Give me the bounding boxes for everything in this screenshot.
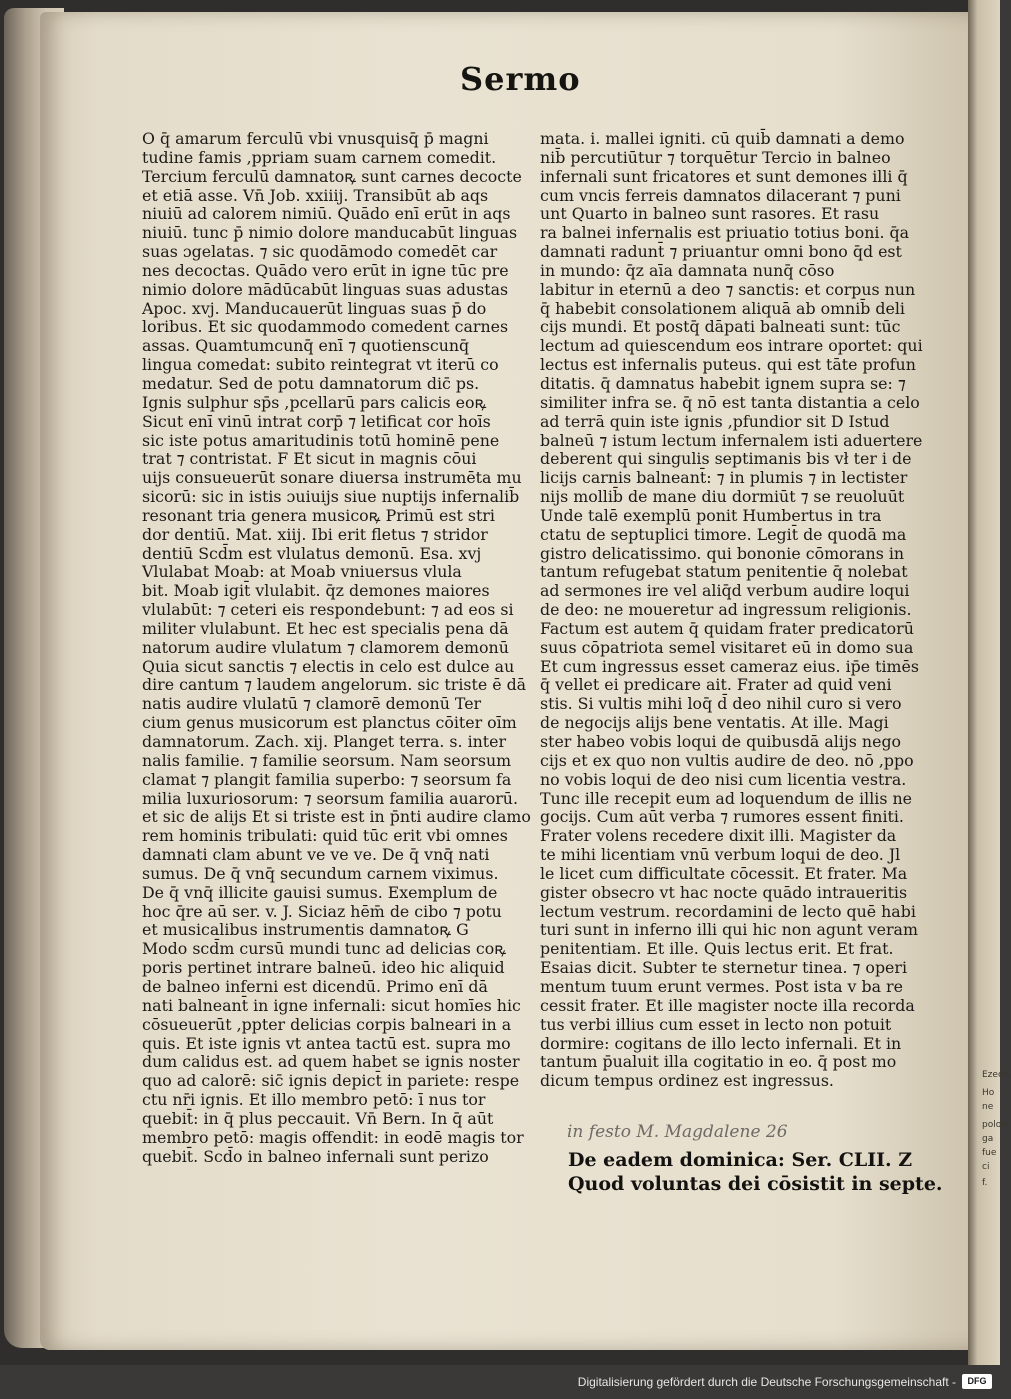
text-line: quo ad calorē: sic̄ ignis depict̄ in pariete: respe xyxy=(142,1071,520,1091)
text-line: Tercium ferculū damnatoꝶ sunt carnes decocte xyxy=(142,166,522,186)
text-line: quebit̄. Scd̄o in balneo infernali sunt perizo xyxy=(142,1146,489,1166)
text-line: suas ɔgelatas. ⁊ sic quodāmodo comedēt car xyxy=(142,242,498,262)
text-line: gister obsecro vt hac nocte quādo intraueritis xyxy=(540,882,908,902)
text-line: Apoc. xvj. Manducauerūt linguas suas p̄ do xyxy=(142,298,487,318)
text-line: Tunc ille recepit eum ad loquendum de illis ne xyxy=(540,788,912,808)
text-line: hoc q̄re aū ser. v. J. Siciaz hēm̄ de cibo ⁊ potu xyxy=(142,901,502,921)
text-line: medatur. Sed de potu damnatorum dic̄ ps. xyxy=(142,373,480,393)
text-line: poris pertinet intrare balneū. ideo hic aliquid xyxy=(142,958,505,978)
text-column-right xyxy=(540,129,923,1091)
text-line: tudine famis ,ppriam suam carnem comedit. xyxy=(142,147,497,167)
text-line: ctatu de septuplici timore. Legit̄ de quodā ma xyxy=(540,524,907,544)
text-line: cum vncis ferreis damnatos dilacerant ⁊ puni xyxy=(540,185,901,205)
text-line: tantum refugebat statum penitentie q̄ nolebat xyxy=(540,562,908,582)
dfg-logo: DFG xyxy=(962,1374,992,1389)
text-line: militer vlulabunt. Et hec est specialis pena dā xyxy=(142,618,509,638)
text-line: niuiū ad calorem nimiū. Quādo enī erūt in aqs xyxy=(142,204,511,224)
text-line: quis. Et iste ignis vt antea tactū est. supra mo xyxy=(142,1033,511,1053)
text-line: et musicalibus instrumentis damnatoꝶ G xyxy=(142,920,469,940)
text-line: Modo scd̄m cursū mundi tunc ad delicias coꝶ xyxy=(142,939,507,959)
text-line: te mihi licentiam vnū verbum loqui de deo. Jl xyxy=(540,845,901,865)
text-line: bit. Moab igit̄ vlulabit. q̄z demones maiores xyxy=(142,581,490,601)
text-line: licijs carnis balneant̄: ⁊ in plumis ⁊ in lectister xyxy=(540,468,908,488)
text-line: ditatis. q̄ damnatus habebit ignem supra se: ⁊ xyxy=(540,373,906,393)
text-line: deberent qui singulis septimanis bis vł ter i de xyxy=(540,449,912,469)
text-line: ad terrā quin iste ignis ,pfundior sit D Istud xyxy=(540,411,890,431)
text-line: lectus est infernalis puteus. qui est tāte profun xyxy=(540,355,916,375)
adjacent-fragment: ga xyxy=(982,1134,994,1144)
viewer-footer xyxy=(0,1365,1000,1399)
text-line: lingua comedat: subito reintegrat vt iterū co xyxy=(142,355,499,375)
text-line: dor dentiū. Mat. xiij. Ibi erit fletus ⁊ stridor xyxy=(142,524,488,544)
text-line: Vlulabat Moab: at Moab vniuersus vlula xyxy=(142,562,462,582)
text-line: penitentiam. Et ille. Quis lectus erit. Et frat. xyxy=(540,939,894,959)
text-line: balneū ⁊ istum lectum infernalem isti aduertere xyxy=(540,430,923,450)
text-line: q̄ vellet ei predicare ait. Frater ad quid veni xyxy=(540,675,892,695)
text-line: dormire: cogitans de illo lecto infernali. Et in xyxy=(540,1033,902,1053)
text-line: natorum audire vlulatum ⁊ clamorem demonū xyxy=(142,637,509,657)
text-line: damnati radunt̄ ⁊ priuantur omni bono q̄d est xyxy=(540,242,902,262)
text-line: assas. Quamtumcunq̄ enī ⁊ quotienscunq̄ xyxy=(142,336,470,356)
adjacent-fragment: Ezech. xyxy=(982,1070,1011,1080)
text-column-left xyxy=(142,129,531,1166)
text-line: infernali sunt fricatores et sunt demones illi q̄ xyxy=(540,166,908,186)
text-line: uijs consueuerūt sonare diuersa instrumēta mu xyxy=(142,468,522,488)
text-line: ra balnei infernalis est priuatio totius boni. q̄a xyxy=(540,223,910,243)
text-line: nijs mollib̄ de mane diu dormiūt ⁊ se reuoluūt xyxy=(540,487,905,507)
text-line: quebit̄: in q̄ plus peccauit. Vn̄ Bern. In q̄ aūt xyxy=(142,1108,494,1128)
text-line: de deo: ne moueretur ad ingressum religionis. xyxy=(540,600,912,620)
running-head: Sermo xyxy=(460,60,581,98)
text-line: O q̄ amarum ferculū vbi vnusquisq̄ p̄ magni xyxy=(142,129,489,148)
adjacent-fragment: ne xyxy=(982,1102,994,1112)
text-line: similiter infra se. q̄ nō est tanta distantia a celo xyxy=(540,392,920,412)
next-sermon-title xyxy=(568,1148,943,1196)
text-line: labitur in eternū a deo ⁊ sanctis: et corpus nun xyxy=(540,279,916,299)
text-line: gistro delicatissimo. qui bononie cōmorans in xyxy=(540,543,905,563)
text-line: damnatorum. Zach. xij. Planget terra. s. inter xyxy=(142,732,507,751)
text-line: de negocijs alijs bene ventatis. At ille. Magi xyxy=(540,713,889,733)
text-line: resonant tria genera musicoꝶ Primū est stri xyxy=(142,505,495,525)
text-line: cessit frater. Et ille magister nocte illa recorda xyxy=(540,995,915,1015)
adjacent-fragment: ci xyxy=(982,1162,990,1172)
text-line: Et cum ingressus esset cameraz eius. ip̄e timēs xyxy=(540,656,919,676)
text-line: unt Quarto in balneo sunt rasores. Et rasu xyxy=(540,204,880,224)
text-line: niuiū. tunc p̄ nimio dolore manducabūt linguas xyxy=(142,223,518,243)
adjacent-fragment: Ho xyxy=(982,1088,995,1098)
text-line: Unde talē exemplū ponit Humbertus in tra xyxy=(540,505,882,525)
text-line: dum calidus est. ad quem habet se ignis noster xyxy=(142,1052,520,1072)
adjacent-fragment: f. xyxy=(982,1178,988,1188)
text-line: cijs mundi. Et postq̄ dāpati balneati sunt: tūc xyxy=(540,317,901,337)
text-line: in mundo: q̄z aīa damnata nunq̄ cōso xyxy=(540,260,835,280)
text-line: le licet cum difficultate cōcessit. Et frater. Ma xyxy=(540,863,908,883)
text-line: tantum p̄ualuit illa cogitatio in eo. q̄ post mo xyxy=(540,1052,897,1072)
text-line: lectum ad quiescendum eos intrare oportet: qui xyxy=(540,336,923,356)
text-line: q̄ habebit consolationem aliquā ab omnib̄ deli xyxy=(540,298,905,318)
text-line: dentiū Scd̄m est vlulatus demonū. Esa. xvj xyxy=(142,543,482,563)
text-line: sumus. De q̄ vnq̄ secundum carnem viximus. xyxy=(142,863,499,883)
text-line: clamat ⁊ plangit familia superbo: ⁊ seorsum fa xyxy=(142,769,512,789)
text-line: nimio dolore mādūcabūt linguas suas adustas xyxy=(142,279,509,299)
adjacent-page-edge xyxy=(968,0,1011,1365)
text-line: nalis familie. ⁊ familie seorsum. Nam seorsum xyxy=(142,750,512,770)
text-line: damnati clam abunt ve ve ve. De q̄ vnq̄ nati xyxy=(142,845,490,865)
text-line: lectum vestrum. recordamini de lecto quē habi xyxy=(540,901,916,921)
text-line: tus verbi illius cum esset in lecto non potuit xyxy=(540,1014,892,1034)
text-line: Quia sicut sanctis ⁊ electis in celo est dulce au xyxy=(142,656,515,676)
handwritten-annotation: in festo M. Magdalene 26 xyxy=(567,1122,788,1142)
text-line: natis audire vlulatū ⁊ clamorē demonū Ter xyxy=(142,694,482,714)
text-line: ad sermones ire vel aliq̄d verbum audire loqui xyxy=(540,581,910,601)
text-line: sic iste potus amaritudinis totū hominē pene xyxy=(142,430,500,450)
text-line: no vobis loqui de deo nisi cum licentia vestra. xyxy=(540,769,907,789)
adjacent-fragment: polon xyxy=(982,1120,1007,1130)
text-line: loribus. Et sic quodammodo comedent carnes xyxy=(142,317,509,337)
text-line: mata. i. mallei igniti. cū quib̄ damnati a demo xyxy=(540,129,905,148)
funding-credit: Digitalisierung gefördert durch die Deutsche Forschungsgemeinschaft - xyxy=(577,1375,956,1389)
text-line: gocijs. Cum aūt verba ⁊ rumores essent finiti. xyxy=(540,807,904,827)
text-line: dire cantum ⁊ laudem angelorum. sic triste ē dā xyxy=(142,675,527,695)
text-line: milia luxuriosorum: ⁊ seorsum familia auarorū. xyxy=(142,788,518,808)
text-line: rem hominis tribulati: quid tūc erit vbi omnes xyxy=(142,826,508,846)
text-line: stis. Si vultis mihi loq̄ d̄ deo nihil curo si vero xyxy=(540,694,902,714)
text-line: cijs et ex quo non vultis audire de deo. nō ,ppo xyxy=(540,750,914,770)
text-line: nib̄ percutiūtur ⁊ torquētur Tercio in balneo xyxy=(540,147,891,167)
adjacent-fragment: fue xyxy=(982,1148,997,1158)
text-line: Ignis sulphur sp̄s ,pcellarū pars calicis eoꝶ xyxy=(142,392,487,412)
text-line: Factum est autem q̄ quidam frater predicatorū xyxy=(540,618,914,638)
text-line: Esaias dicit. Subter te sternetur tinea. ⁊ operi xyxy=(540,958,908,978)
text-line: ctu nr̄i ignis. Et illo membro petō: ī nus tor xyxy=(142,1090,486,1110)
text-line: nati balneant̄ in igne infernali: sicut homīes hic xyxy=(142,995,521,1015)
text-line: cōsueuerūt ,ppter delicias corpis balneari in a xyxy=(142,1014,512,1034)
text-line: vlulabūt: ⁊ ceteri eis respondebunt: ⁊ ad eos si xyxy=(142,600,514,620)
text-line: mentum tuum erunt vermes. Post ista v ba re xyxy=(540,976,903,996)
text-line: de balneo inferni est dicendū. Primo enī dā xyxy=(142,976,488,996)
text-line: De q̄ vnq̄ illicite gauisi sumus. Exemplum de xyxy=(142,882,498,902)
next-sermon-title-line: De eadem dominica: Ser. CLII. Z xyxy=(568,1149,913,1171)
text-line: turi sunt in inferno illi qui hic non agunt veram xyxy=(540,920,918,940)
text-line: et sic de alijs Et si triste est in p̄nti audire clamo xyxy=(142,807,531,827)
text-line: nes decoctas. Quādo vero erūt in igne tūc pre xyxy=(142,260,509,280)
text-line: suus cōpatriota semel visitaret eū in domo sua xyxy=(540,637,914,657)
text-line: ster habeo vobis loqui de quibusdā alijs nego xyxy=(540,732,902,751)
text-line: dicum tempus ordinez est ingressus. xyxy=(540,1071,834,1091)
next-sermon-title-line: Quod voluntas dei cōsistit in septe. xyxy=(568,1173,943,1195)
text-line: Sicut enī vinū intrat corp̄ ⁊ letificat cor hoīs xyxy=(142,411,491,431)
text-line: et etiā asse. Vn̄ Job. xxiiij. Transibūt ab aqs xyxy=(142,185,489,205)
text-line: membro petō: magis offendit: in eodē magis tor xyxy=(142,1127,524,1147)
text-line: sicorū: sic in istis ɔuiuijs siue nuptijs infernalib̄ xyxy=(142,487,520,507)
text-line: trat ⁊ contristat. F Et sicut in magnis cōui xyxy=(142,449,477,469)
text-line: cium genus musicorum est planctus cōiter oīm xyxy=(142,713,517,733)
text-line: Frater volens recedere dixit illi. Magister da xyxy=(540,826,897,846)
